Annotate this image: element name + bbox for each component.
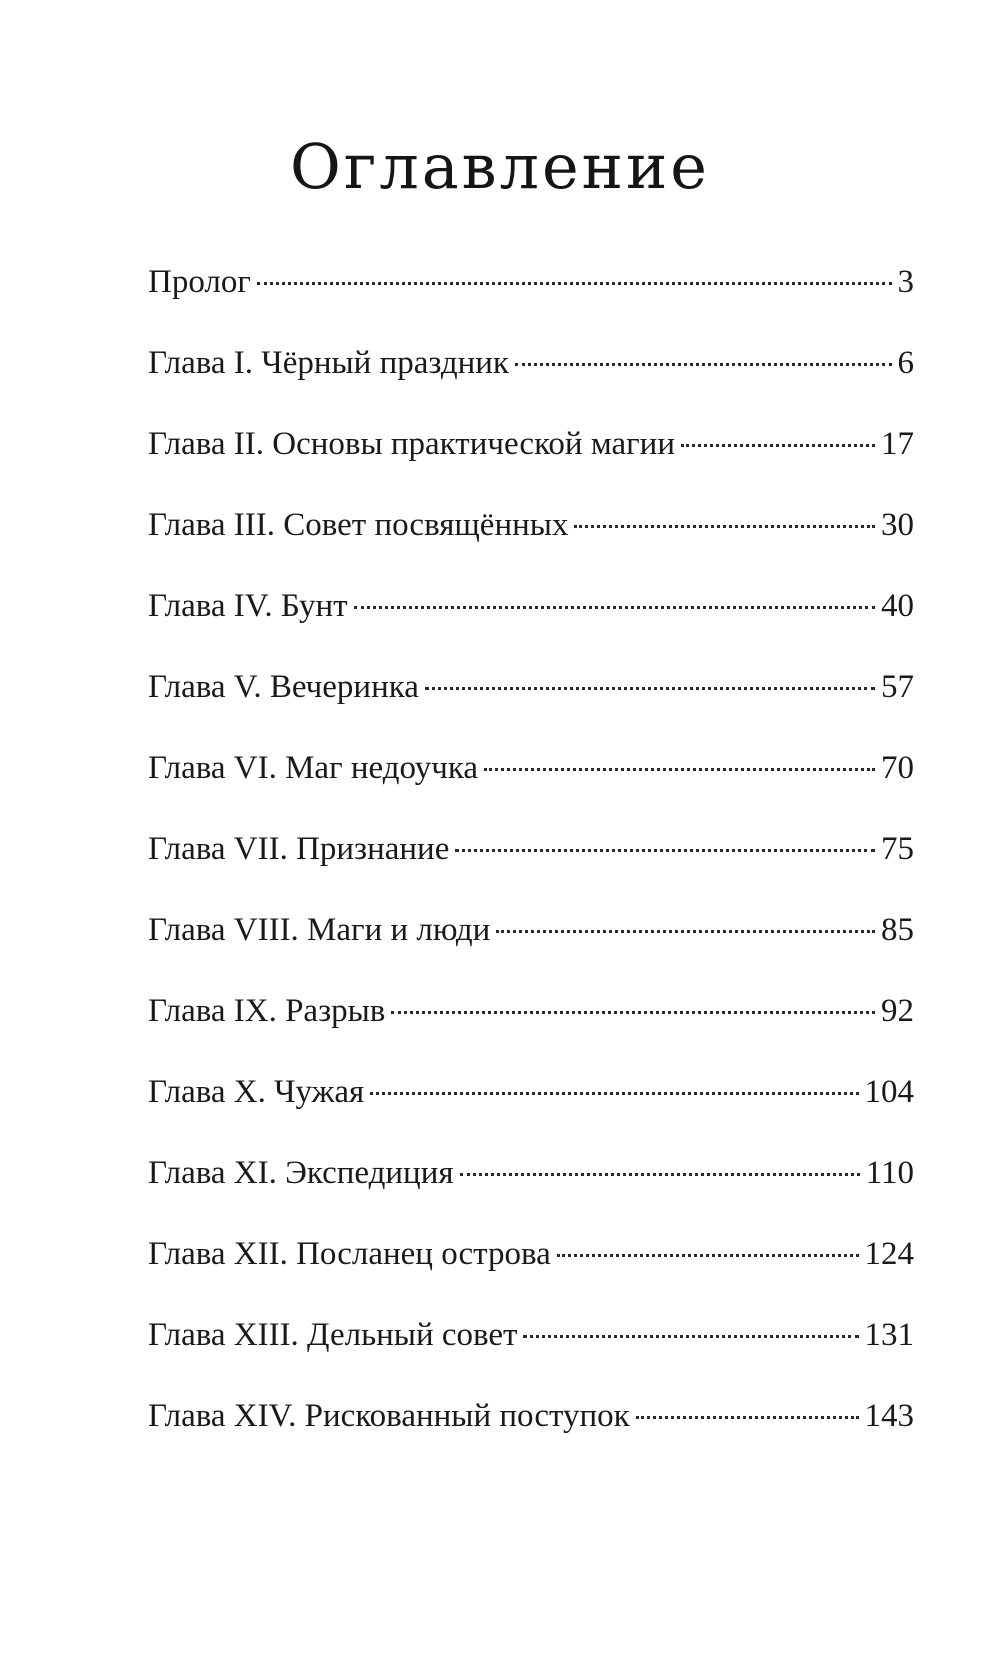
toc-entry-page: 75 xyxy=(881,831,914,867)
toc-entry-title: Глава XIII. Дельный совет xyxy=(148,1317,518,1353)
dot-leader xyxy=(370,1092,858,1095)
toc-entry-page: 124 xyxy=(864,1236,914,1272)
toc-entry-title: Глава VI. Маг недоучка xyxy=(148,750,479,786)
toc-entry-page: 30 xyxy=(881,507,914,543)
toc-entry-title: Глава I. Чёрный праздник xyxy=(148,345,509,381)
dot-leader xyxy=(574,525,875,528)
dot-leader xyxy=(515,363,892,366)
toc-entry-title: Пролог xyxy=(148,264,251,300)
toc-entry-page: 6 xyxy=(897,345,914,381)
toc-entry xyxy=(148,1396,914,1477)
toc-entry xyxy=(148,586,914,667)
toc-entry-title: Глава IX. Разрыв xyxy=(148,993,386,1029)
toc-entry-page: 104 xyxy=(864,1074,914,1110)
toc-entry xyxy=(148,748,914,829)
toc-entry-title: Глава VII. Признание xyxy=(148,831,450,867)
toc-entry-title: Глава III. Совет посвящённых xyxy=(148,507,569,543)
dot-leader xyxy=(460,1173,860,1176)
dot-leader xyxy=(425,687,875,690)
toc-entry-title: Глава X. Чужая xyxy=(148,1074,365,1110)
toc-entry-title: Глава V. Вечеринка xyxy=(148,669,419,705)
toc-entry-page: 92 xyxy=(881,993,914,1029)
dot-leader xyxy=(455,849,875,852)
toc-entry-page: 17 xyxy=(881,426,914,462)
dot-leader xyxy=(391,1011,875,1014)
dot-leader xyxy=(557,1254,859,1257)
toc-entry xyxy=(148,1234,914,1315)
dot-leader xyxy=(496,930,875,933)
toc-entry-title: Глава XII. Посланец острова xyxy=(148,1236,551,1272)
toc-entry xyxy=(148,1072,914,1153)
toc-entry-title: Глава XIV. Рискованный поступок xyxy=(148,1398,630,1434)
toc-entry-page: 85 xyxy=(881,912,914,948)
dot-leader xyxy=(523,1335,858,1338)
toc-entry-page: 110 xyxy=(865,1155,914,1191)
toc-entry-page: 70 xyxy=(881,750,914,786)
dot-leader xyxy=(681,444,875,447)
table-of-contents xyxy=(148,262,914,1477)
dot-leader xyxy=(354,606,875,609)
toc-entry-page: 3 xyxy=(897,264,914,300)
toc-entry xyxy=(148,262,914,343)
toc-entry xyxy=(148,343,914,424)
toc-entry-page: 143 xyxy=(864,1398,914,1434)
toc-entry xyxy=(148,1315,914,1396)
toc-entry-page: 131 xyxy=(864,1317,914,1353)
toc-entry-title: Глава IV. Бунт xyxy=(148,588,348,624)
toc-entry xyxy=(148,829,914,910)
toc-entry xyxy=(148,424,914,505)
toc-entry xyxy=(148,667,914,748)
dot-leader xyxy=(257,282,892,285)
dot-leader xyxy=(636,1416,859,1419)
toc-entry xyxy=(148,1153,914,1234)
dot-leader xyxy=(484,768,875,771)
toc-entry xyxy=(148,991,914,1072)
toc-entry-title: Глава II. Основы практической магии xyxy=(148,426,676,462)
toc-entry-page: 57 xyxy=(881,669,914,705)
toc-entry-title: Глава XI. Экспедиция xyxy=(148,1155,454,1191)
toc-entry xyxy=(148,910,914,991)
toc-entry xyxy=(148,505,914,586)
toc-entry-page: 40 xyxy=(881,588,914,624)
toc-entry-title: Глава VIII. Маги и люди xyxy=(148,912,491,948)
page-title: Оглавление xyxy=(290,130,710,203)
